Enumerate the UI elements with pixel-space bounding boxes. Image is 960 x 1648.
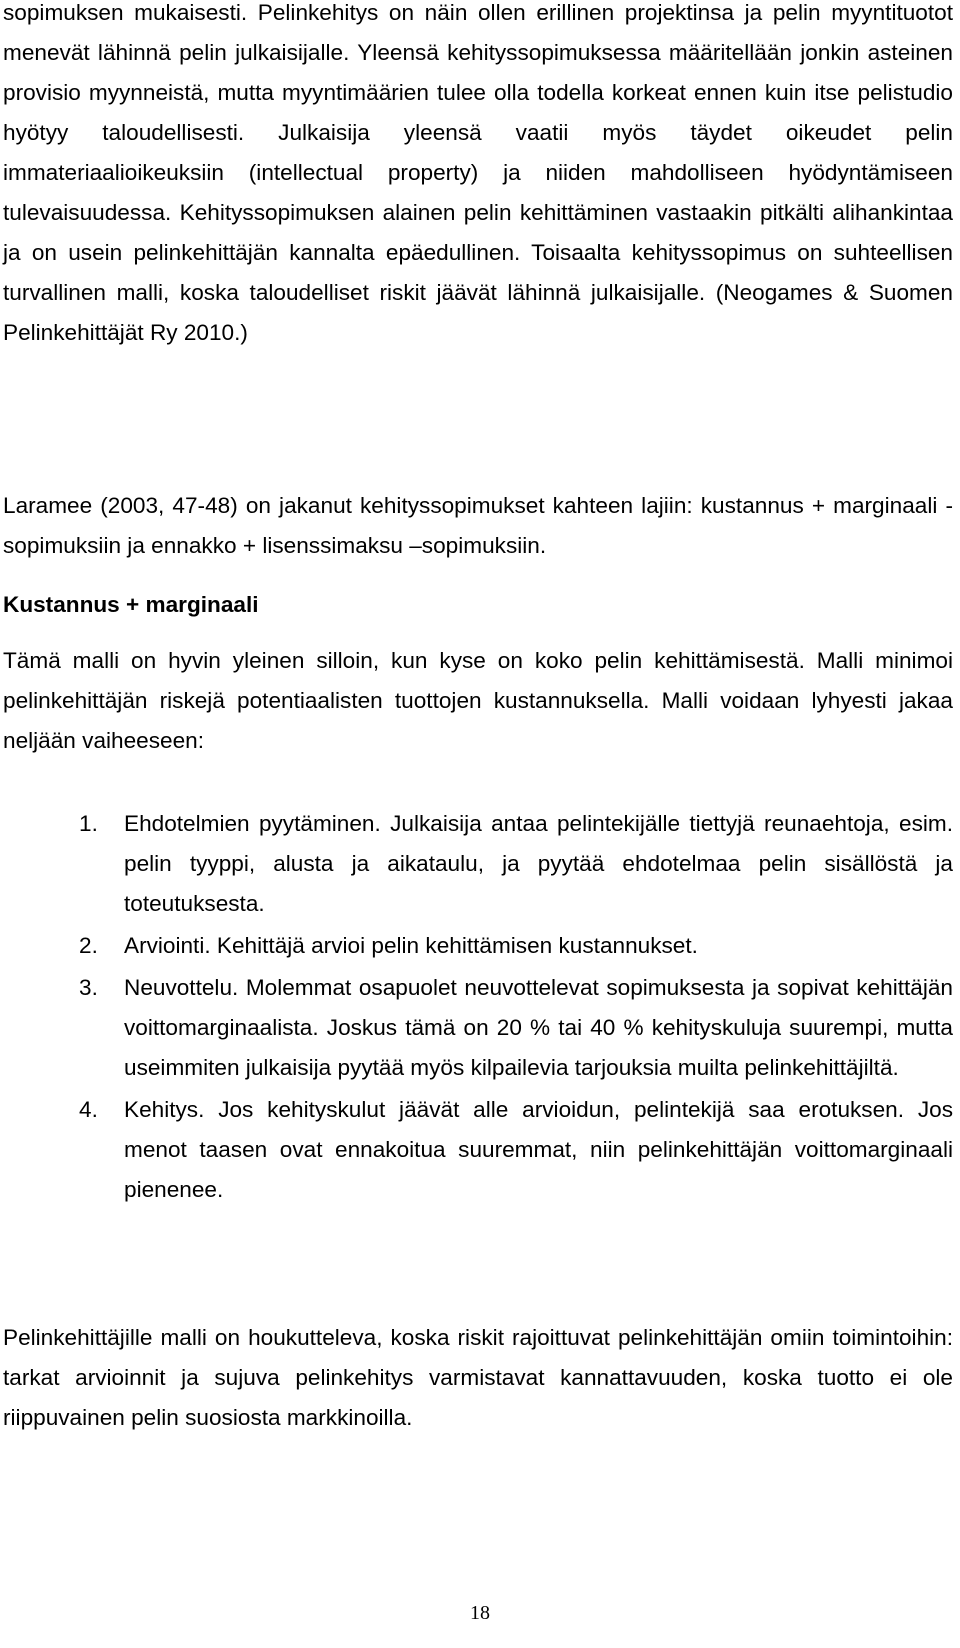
list-item-text: Arviointi. Kehittäjä arvioi pelin kehittämisen kustannukset.	[124, 933, 698, 958]
conclusion-paragraph: Pelinkehittäjille malli on houkutteleva, koska riskit rajoittuvat pelinkehittäjän omiin toimintoihin: tarkat arvioinnit ja sujuva pelinkehitys varmistavat kannattavuuden, koska tuotto ei ole riippuvainen pelin suosiosta markkinoilla.	[3, 1325, 953, 1430]
list-item-number: 3.	[79, 975, 98, 1000]
list-item	[0, 968, 953, 1088]
list-item-number: 1.	[79, 811, 98, 836]
page-number: 18	[470, 1602, 490, 1624]
list-item	[0, 926, 953, 966]
list-item	[0, 1090, 953, 1210]
list-item-number: 4.	[79, 1097, 98, 1122]
list-item-number: 2.	[79, 933, 98, 958]
list-item-text: Neuvottelu. Molemmat osapuolet neuvottelevat sopimuksesta ja sopivat kehittäjän voittomarginaalista. Joskus tämä on 20 % tai 40 % kehityskuluja suurempi, mutta useimmiten julkaisija pyytää myös kilpailevia tarjouksia muilta pelinkehittäjiltä.	[124, 975, 953, 1080]
intro-paragraph: sopimuksen mukaisesti. Pelinkehitys on näin ollen erillinen projektinsa ja pelin myyntituotot menevät lähinnä pelin julkaisijalle. Yleensä kehityssopimuksessa määritellään jonkin asteinen provisio myynneistä, mutta myyntimäärien tulee olla todella korkeat ennen kuin itse pelistudio hyötyy taloudellisesti. Julkaisija yleensä vaatii myös täydet oikeudet pelin immateriaalioikeuksiin (intellectual property) ja niiden mahdolliseen hyödyntämiseen tulevaisuudessa. Kehityssopimuksen alainen pelin kehittäminen vastaakin pitkälti alihankintaa ja on usein pelinkehittäjän kannalta epäedullinen. Toisaalta kehityssopimus on suhteellisen turvallinen malli, koska taloudelliset riskit jäävät lähinnä julkaisijalle. (Neogames & Suomen Pelinkehittäjät Ry 2010.)	[3, 0, 953, 345]
steps-list	[0, 804, 953, 1212]
list-item-text: Kehitys. Jos kehityskulut jäävät alle arvioidun, pelintekijä saa erotuksen. Jos menot taasen ovat ennakoitua suuremmat, niin pelinkehittäjän voittomarginaali pienenee.	[124, 1097, 953, 1202]
section-heading: Kustannus + marginaali	[3, 592, 259, 617]
list-item	[0, 804, 953, 924]
model-paragraph: Tämä malli on hyvin yleinen silloin, kun kyse on koko pelin kehittämisestä. Malli minimoi pelinkehittäjän riskejä potentiaalisten tuottojen kustannuksella. Malli voidaan lyhyesti jakaa neljään vaiheeseen:	[3, 648, 953, 753]
laramee-paragraph: Laramee (2003, 47-48) on jakanut kehityssopimukset kahteen lajiin: kustannus + marginaali -sopimuksiin ja ennakko + lisenssimaksu –sopimuksiin.	[3, 493, 953, 558]
list-item-text: Ehdotelmien pyytäminen. Julkaisija antaa pelintekijälle tiettyjä reunaehtoja, esim. pelin tyyppi, alusta ja aikataulu, ja pyytää ehdotelmaa pelin sisällöstä ja toteutuksesta.	[124, 811, 953, 916]
